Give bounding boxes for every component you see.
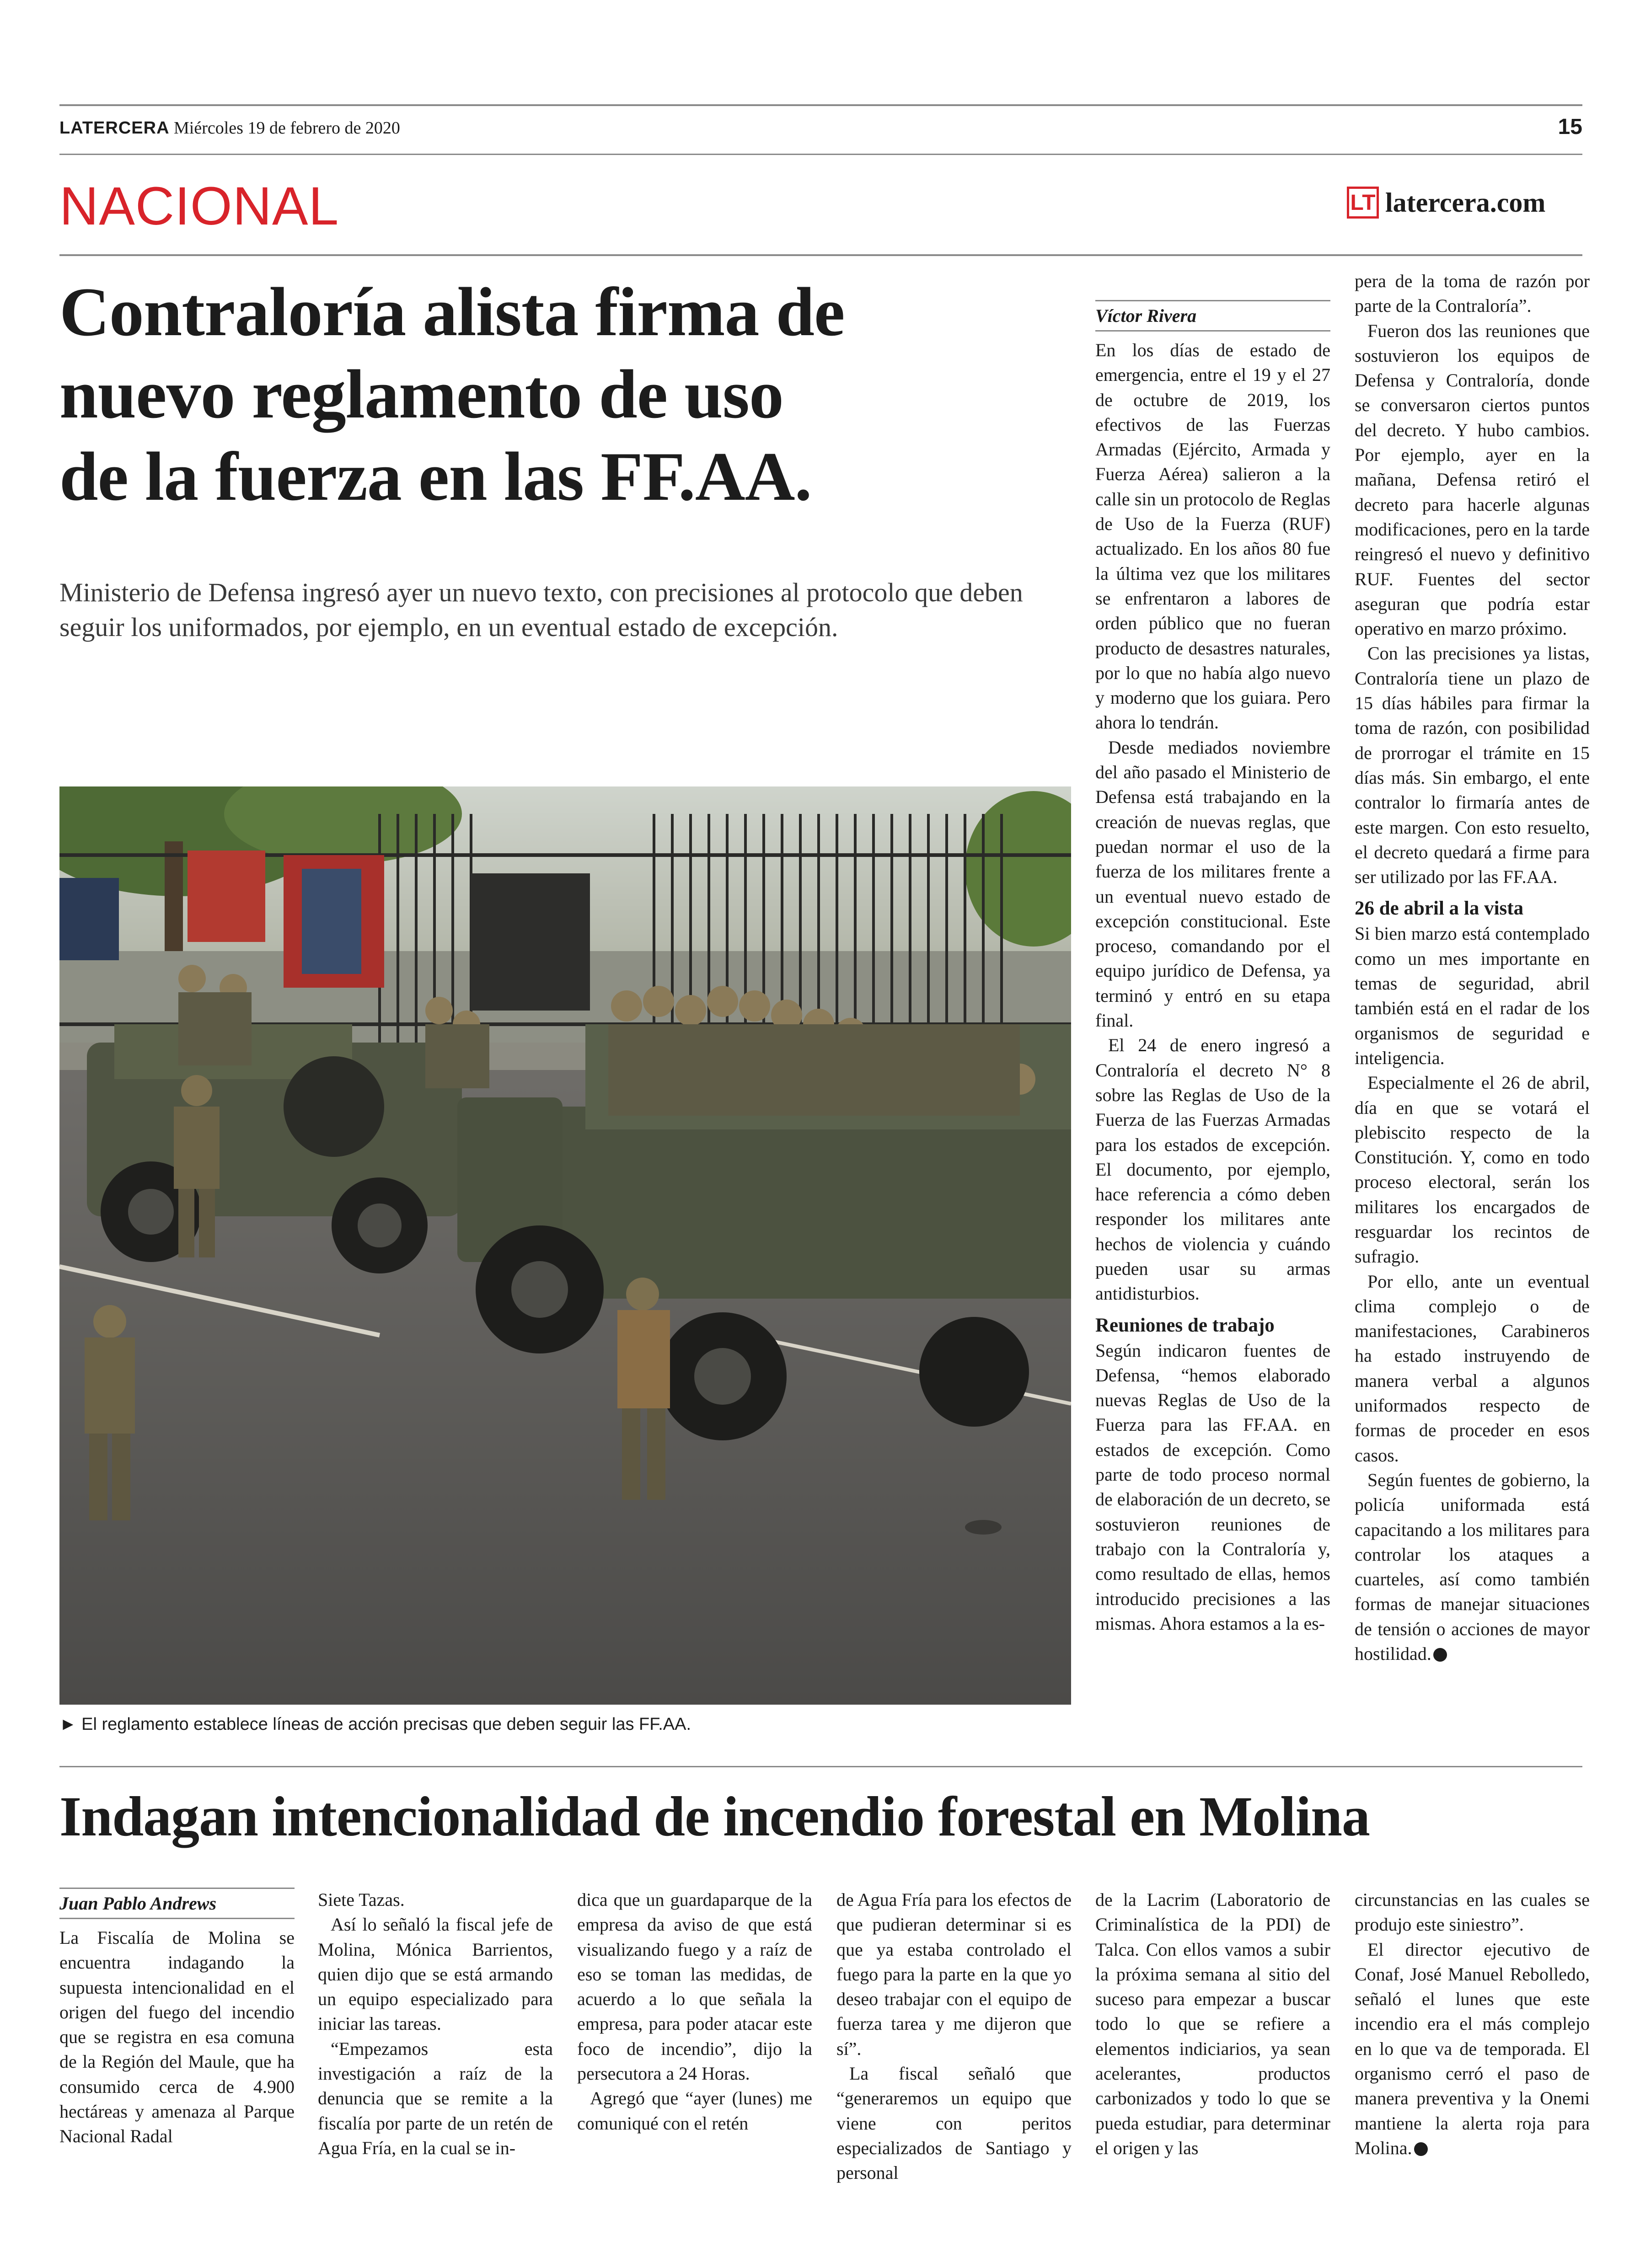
subhead: 26 de abril a la vista	[1355, 898, 1524, 920]
end-mark-icon	[1433, 1648, 1447, 1662]
headline-line: nuevo reglamento de uso	[59, 356, 783, 433]
site-name: latercera.com	[1385, 187, 1546, 218]
lt-logo-icon: LT	[1347, 187, 1379, 219]
paragraph: Especialmente el 26 de abril, día en que se votará el plebiscito respecto de la Constitución. Y, como en todo proceso electoral, serán los militares los encargados de resguardar los recintos de sufragio.	[1355, 1072, 1590, 1267]
byline-rule	[1095, 330, 1330, 332]
article-body	[59, 1926, 295, 2149]
paragraph: Siete Tazas.	[318, 1889, 405, 1910]
byline-rule	[59, 1918, 295, 1919]
subhead: Reuniones de trabajo	[1095, 1314, 1275, 1336]
soldiers-trucks-image	[59, 786, 1071, 1705]
article-column	[1095, 300, 1330, 1636]
paragraph: pera de la toma de razón por parte de la Contraloría”.	[1355, 271, 1590, 316]
article-column	[59, 1888, 295, 2149]
article-column	[318, 1888, 553, 2161]
byline: Víctor Rivera	[1095, 305, 1197, 326]
issue-date: Miércoles 19 de febrero de 2020	[174, 118, 400, 138]
paragraph: Fueron dos las reuniones que sostuvieron los equipos de Defensa y Contraloría, donde se conversaron ciertos puntos del decreto. Y hubo cambios. Por ejemplo, ayer en la mañana, Defensa retiró el decreto para hacerle algunas modificaciones, pero en la tarde reingresó el nuevo y definitivo RUF. Fuentes del sector aseguran que podría estar operativo en marzo próximo.	[1355, 320, 1590, 639]
headline-line: de la fuerza en las FF.AA.	[59, 438, 812, 515]
page-number: 15	[1558, 115, 1582, 139]
article-divider	[59, 1766, 1582, 1767]
paragraph: Así lo señaló la fiscal jefe de Molina, Mónica Barrientos, quien dijo que se está armando un equipo especializado para iniciar las tareas.	[318, 1914, 553, 2034]
article-column	[577, 1888, 812, 2136]
article-column	[1355, 269, 1590, 1666]
paragraph: Desde mediados noviembre del año pasado el Ministerio de Defensa está trabajando en la creación de nuevas reglas, que puedan normar el uso de la fuerza de los militares frente a un eventual nuevo estado de excepción constitucional. Este proceso, comandando por el equipo jurídico de Defensa, ya terminó y entró en su etapa final.	[1095, 737, 1330, 1031]
paragraph: Por ello, ante un eventual clima complejo o de manifestaciones, Carabineros ha estado instruyendo de manera verbal a algunos uniformados respecto de formas de proceder en esos casos.	[1355, 1271, 1590, 1466]
paragraph: Si bien marzo está contemplado como un mes importante en temas de seguridad, abril también está en el radar de los organismos de seguridad e inteligencia.	[1355, 923, 1590, 1068]
paragraph-text: El director ejecutivo de Conaf, José Manuel Rebolledo, señaló el lunes que este incendio era el más complejo en lo que va de temporada. El organismo cerró el paso de manera preventiva y la Onemi mantiene la alerta roja para Molina.	[1355, 1939, 1590, 2158]
paragraph: La fiscal señaló que “generaremos un equipo que viene con peritos especializados de Santiago y personal	[836, 2063, 1072, 2183]
paragraph: dica que un guardaparque de la empresa da aviso de que está visualizando fuego y a raíz de eso se toman las medidas, de acuerdo a lo que señala la empresa, para poder atacar este foco de incendio”, dijo la persecutora a 24 Horas.	[577, 1889, 812, 2084]
article-column	[836, 1888, 1072, 2186]
article-photo	[59, 786, 1071, 1705]
paragraph-text: Según fuentes de gobierno, la policía uniformada está capacitando a los militares para controlar los ataques a cuarteles, así como también formas de manejar situaciones de tensión o acciones de mayor hostilidad.	[1355, 1469, 1590, 1664]
paragraph: Agregó que “ayer (lunes) me comuniqué con el retén	[577, 2088, 812, 2134]
header-bottom-rule	[59, 154, 1582, 155]
paragraph: “Empezamos esta investigación a raíz de la denuncia que se remite a la fiscalía por parte de un retén de Agua Fría, en la cual se in-	[318, 2038, 553, 2158]
paragraph: de Agua Fría para los efectos de que pudieran determinar si es que ya estaba controlado el fuego para la parte en la que yo deseo trabajar con el equipo de fuerza tarea y me dijeron que sí”.	[836, 1889, 1072, 2059]
header-top-rule	[59, 104, 1582, 106]
paragraph	[1355, 1468, 1590, 1666]
article-column	[1355, 1888, 1590, 2161]
headline-line: Contraloría alista firma de	[59, 273, 845, 350]
running-header	[59, 118, 400, 138]
article-headline: Indagan intencionalidad de incendio forestal en Molina	[59, 1785, 1370, 1848]
section-rule	[59, 254, 1582, 256]
paragraph: Con las precisiones ya listas, Contraloría tiene un plazo de 15 días hábiles para firmar la toma de razón, con posibilidad de prorrogar el trámite en 15 días más. Sin embargo, el ente contralor lo firmaría antes de este margen. Con esto resuelto, el decreto quedará a firme para ser utilizado por las FF.AA.	[1355, 643, 1590, 888]
byline: Juan Pablo Andrews	[59, 1893, 217, 1914]
paragraph: Según indicaron fuentes de Defensa, “hemos elaborado nuevas Reglas de Uso de la Fuerza para las FF.AA. en estados de excepción. Como parte de todo proceso normal de elaboración de un decreto, se sostuvieron reuniones de trabajo con la Contraloría y, como resultado de ellas, hemos introducido precisiones a las mismas. Ahora estamos a la es-	[1095, 1340, 1330, 1634]
byline-rule	[59, 1888, 295, 1889]
paragraph: de la Lacrim (Laboratorio de Criminalística de la PDI) de Talca. Con ellos vamos a subir la próxima semana al sitio del suceso para empezar a buscar todo lo que se refiere a elementos indiciarios, ya sean acelerantes, productos carbonizados y todo lo que se pueda estudiar, para determinar el origen y las	[1095, 1889, 1330, 2158]
paragraph: En los días de estado de emergencia, entre el 19 y el 27 de octubre de 2019, los efectivos de las Fuerzas Armadas (Ejército, Armada y Fuerza Aérea) salieron a la calle sin un protocolo de Reglas de Uso de la Fuerza (RUF) actualizado. En los años 80 fue la última vez que los militares se enfrentaron a labores de orden público que no fueran producto de desastres naturales, por lo que no había algo nuevo y moderno que los guiara. Pero ahora lo tendrán.	[1095, 340, 1330, 733]
byline-rule	[1095, 300, 1330, 301]
article-headline	[59, 271, 1066, 518]
paragraph: circunstancias en las cuales se produjo este siniestro”.	[1355, 1889, 1590, 1935]
article-dek: Ministerio de Defensa ingresó ayer un nuevo texto, con precisiones al protocolo que deben seguir los uniformados, por ejemplo, en un eventual estado de excepción.	[59, 578, 1023, 642]
photo-caption: ► El reglamento establece líneas de acción precisas que deben seguir las FF.AA.	[59, 1715, 691, 1734]
paragraph: El 24 de enero ingresó a Contraloría el decreto N° 8 sobre las Reglas de Uso de la Fuerza de las Fuerzas Armadas para los estados de excepción. El documento, por ejemplo, hace referencia a cómo deben responder los militares ante hechos de violencia y cuándo pueden usar su armas antidisturbios.	[1095, 1035, 1330, 1304]
section-title: NACIONAL	[59, 176, 339, 236]
newspaper-brand: LATERCERA	[59, 118, 170, 138]
paragraph	[1355, 1937, 1590, 2161]
end-mark-icon	[1414, 2142, 1428, 2156]
site-logo[interactable]	[1347, 187, 1545, 219]
article-column	[1095, 1888, 1330, 2161]
paragraph: La Fiscalía de Molina se encuentra indagando la supuesta intencionalidad en el origen del fuego del incendio que se registra en esa comuna de la Región del Maule, que ha consumido cerca de 4.900 hectáreas y amenaza al Parque Nacional Radal	[59, 1927, 295, 2147]
article-body	[1095, 338, 1330, 1636]
